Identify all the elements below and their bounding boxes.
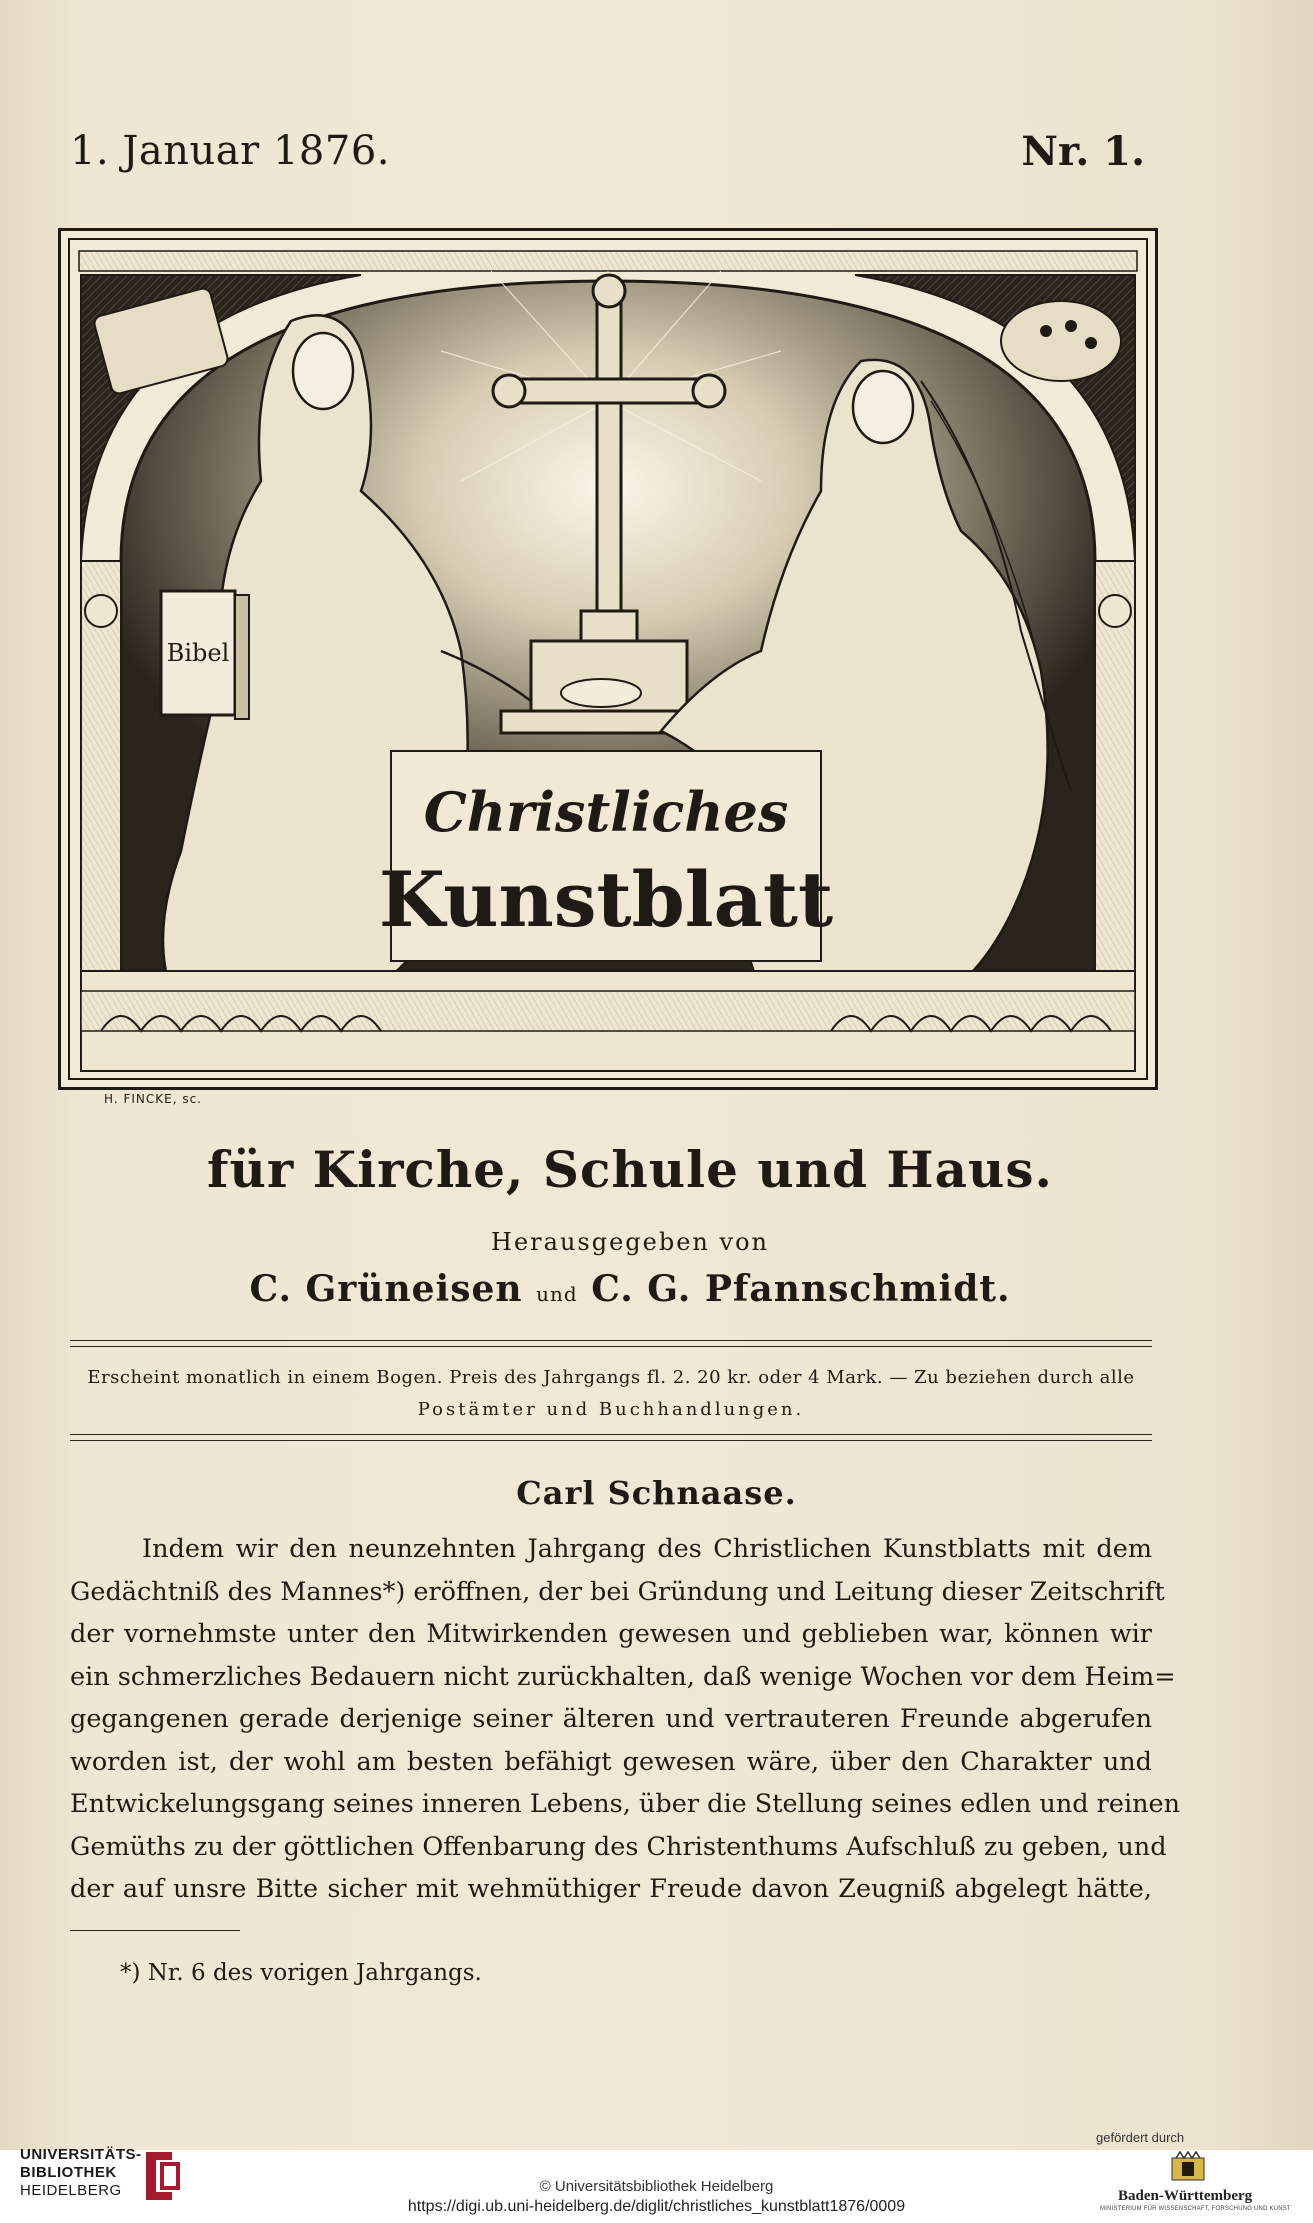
notice-line-2: Postämter und Buchhandlungen. (417, 1399, 805, 1420)
issue-date: 1. Januar 1876. (70, 128, 390, 174)
editor-2: C. G. Pfannschmidt. (591, 1268, 1011, 1310)
editor-label: Herausgegeben von (491, 1228, 769, 1256)
article-line: gegangenen gerade derjenige seiner älteren und vertrauteren Freunde abgerufen (70, 1704, 1152, 1734)
book-icon (161, 591, 249, 719)
library-name-line-3: HEIDELBERG (20, 2182, 122, 2199)
article-line: der vornehmste unter den Mitwirkenden gewesen und geblieben war, können wir (70, 1619, 1152, 1649)
copyright-notice: © Universitätsbibliothek Heidelberg (539, 2178, 774, 2195)
article-line: Entwickelungsgang seines inneren Lebens, über die Stellung seines edlen und reinen (70, 1789, 1181, 1819)
library-name-line-2: BIBLIOTHEK (20, 2164, 117, 2181)
footnote: *) Nr. 6 des vorigen Jahrgangs. (120, 1960, 482, 1986)
article-line: ein schmerzliches Bedauern nicht zurückhalten, daß wenige Wochen vor dem Heim= (70, 1661, 1176, 1692)
editors-line (0, 1268, 1260, 1310)
coat-of-arms-icon (1170, 2150, 1206, 2184)
article-line: Indem wir den neunzehnten Jahrgang des Christlichen Kunstblatts mit dem (142, 1534, 1152, 1564)
sponsor-ministry: MINISTERIUM FÜR WISSENSCHAFT, FORSCHUNG UND KUNST (1100, 2206, 1291, 2212)
article-line: worden ist, der wohl am besten befähigt gewesen wäre, über den Charakter und (70, 1746, 1152, 1777)
double-rule-bottom-2 (70, 1440, 1152, 1441)
vignette-title-line1: Christliches (423, 780, 789, 844)
sponsor-label: gefördert durch (1096, 2130, 1185, 2145)
editor-conjunction: und (536, 1282, 578, 1306)
book-label: Bibel (166, 639, 230, 667)
engraver-signature: H. FINCKE, sc. (104, 1092, 202, 1106)
masthead-subtitle: für Kirche, Schule und Haus. (207, 1140, 1053, 1199)
vignette-illustration (61, 231, 1155, 1087)
title-vignette (58, 228, 1158, 1090)
library-name-line-1: UNIVERSITÄTS- (20, 2146, 142, 2163)
subscription-notice (70, 1362, 1152, 1426)
article-line: Gedächtniß des Mannes*) eröffnen, der bei Gründung und Leitung dieser Zeitschrift (70, 1576, 1165, 1607)
article-line: Gemüths zu der göttlichen Offenbarung des Christenthums Aufschluß zu geben, und (70, 1831, 1167, 1862)
editor-1: C. Grüneisen (249, 1268, 523, 1310)
article-line: der auf unsre Bitte sicher mit wehmüthiger Freude davon Zeugniß abgelegt hätte, (70, 1874, 1152, 1904)
notice-line-1: Erscheint monatlich in einem Bogen. Preis des Jahrgangs fl. 2. 20 kr. oder 4 Mark. — Zu beziehen durch alle (87, 1367, 1135, 1388)
footnote-rule (70, 1930, 240, 1931)
sponsor-name: Baden-Württemberg (1118, 2188, 1253, 2204)
vignette-title-line2: Kunstblatt (378, 855, 834, 944)
double-rule-top-2 (70, 1346, 1152, 1347)
library-mark-icon (142, 2146, 182, 2206)
article-title: Carl Schnaase. (516, 1474, 797, 1512)
issue-number: Nr. 1. (1021, 128, 1145, 175)
double-rule-bottom-1 (70, 1434, 1152, 1435)
article-body (70, 1528, 1181, 1911)
permalink-url[interactable]: https://digi.ub.uni-heidelberg.de/diglit/christliches_kunstblatt1876/0009 (407, 2198, 906, 2215)
double-rule-top-1 (70, 1340, 1152, 1341)
